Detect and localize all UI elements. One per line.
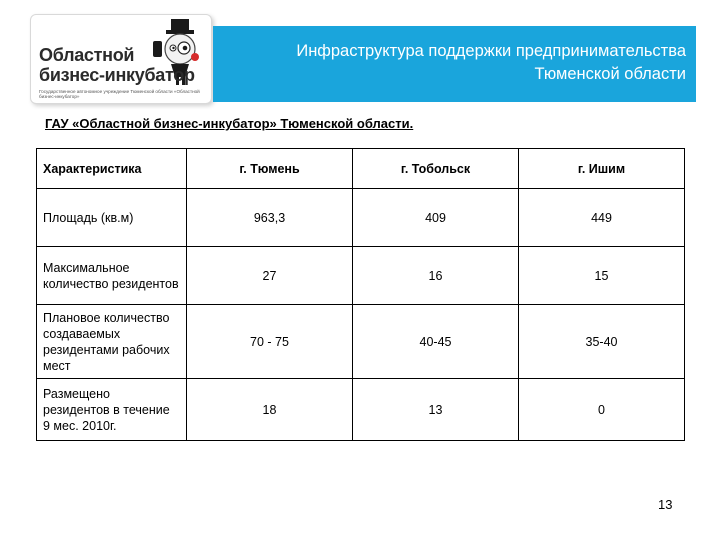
cell-value: 70 - 75 [187, 305, 353, 379]
organization-subtitle: ГАУ «Областной бизнес-инкубатор» Тюменской области. [45, 116, 414, 131]
row-label: Площадь (кв.м) [37, 189, 187, 247]
logo-title-line2: бизнес-инкубатор [39, 65, 195, 85]
cell-value: 35-40 [519, 305, 685, 379]
infrastructure-table [36, 148, 685, 441]
row-label: Максимальное количество резидентов [37, 247, 187, 305]
header-cell-characteristic: Характеристика [37, 149, 187, 189]
table-row [37, 189, 685, 247]
cell-value: 13 [353, 379, 519, 441]
cell-value: 27 [187, 247, 353, 305]
row-label: Размещено резидентов в течение 9 мес. 2010г. [37, 379, 187, 441]
logo-subtext: Государственное автономное учреждение Тюменской области «Областной бизнес-инкубатор» [39, 89, 200, 99]
cell-value: 963,3 [187, 189, 353, 247]
table-header-row [37, 149, 685, 189]
cell-value: 409 [353, 189, 519, 247]
logo [30, 14, 212, 104]
page-number: 13 [658, 497, 673, 512]
cell-value: 0 [519, 379, 685, 441]
cell-value: 18 [187, 379, 353, 441]
header-cell-tyumen: г. Тюмень [187, 149, 353, 189]
header-cell-tobolsk: г. Тобольск [353, 149, 519, 189]
page-title: Инфраструктура поддержки предпринимательства Тюменской области [296, 42, 686, 83]
header-banner [213, 26, 696, 102]
cell-value: 449 [519, 189, 685, 247]
logo-title-line1: Областной [39, 45, 135, 65]
table-row [37, 379, 685, 441]
row-label: Плановое количество создаваемых резидентами рабочих мест [37, 305, 187, 379]
cell-value: 40-45 [353, 305, 519, 379]
table-row [37, 305, 685, 379]
cell-value: 15 [519, 247, 685, 305]
table-row [37, 247, 685, 305]
header-cell-ishim: г. Ишим [519, 149, 685, 189]
cell-value: 16 [353, 247, 519, 305]
